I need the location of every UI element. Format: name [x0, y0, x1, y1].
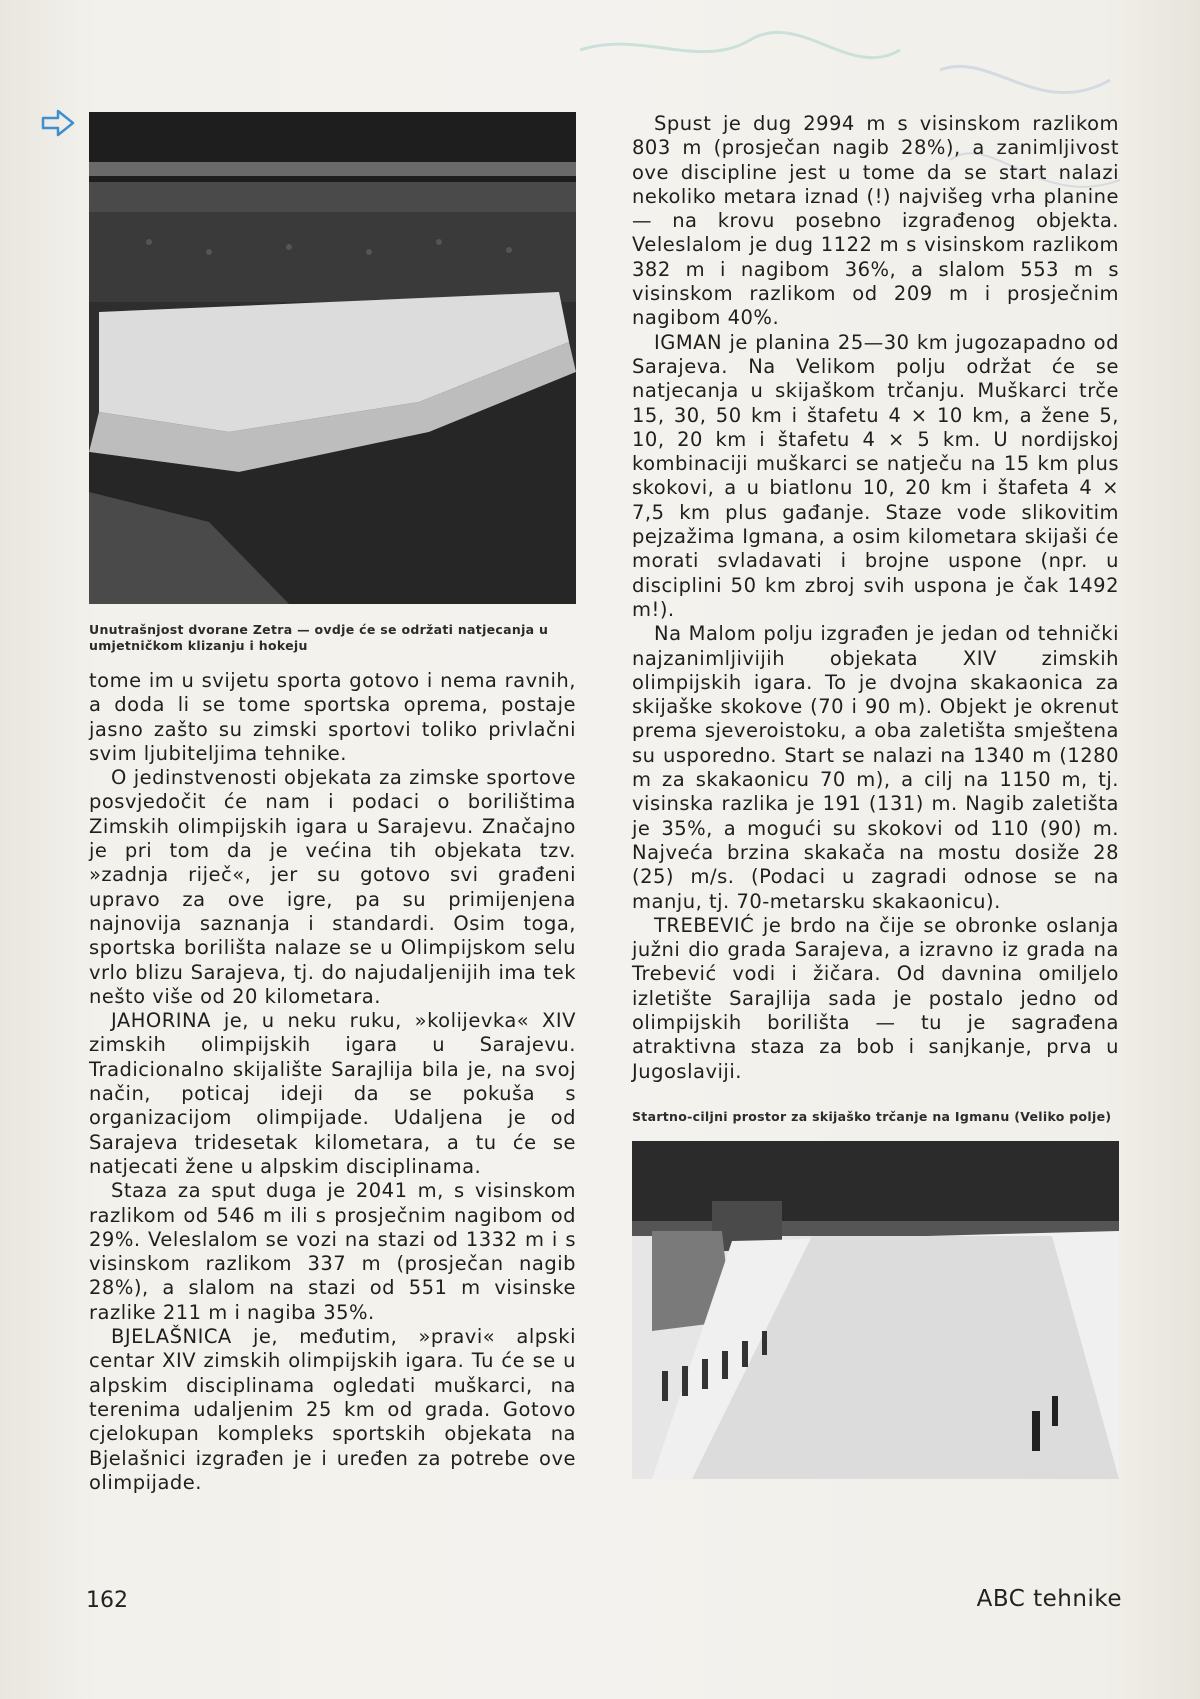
paragraph: O jedinstvenosti objekata za zimske sportove posvjedočit će nam i podaci o borilištima Zimskih olimpijskih igara u Sarajevu. Značajno je pri tom da je većina tih objekata tzv. »zadnja riječ«, jer su gotovo svi građeni upravo za ove igre, pa su primijenjena najnovija saznanja i standardi. Osim toga, sportska borilišta nalaze se u Olimpijskom selu vrlo blizu Sarajeva, tj. do najudaljenijih ima tek nešto više od 20 kilometara. [89, 766, 576, 1008]
paragraph: Na Malom polju izgrađen je jedan od tehnički najzanimljivijih objekata XIV zimskih olimpijskih igara. To je dvojna skakaonica za skijaške skokove (70 i 90 m). Objekt je okrenut prema sjeveroistoku, a oba zaletišta smještena su usporedno. Start se nalazi na 1340 m (1280 m za skakaonicu 70 m), a cilj na 1150 m, tj. visinska razlika je 191 (131) m. Nagib zaletišta je 35%, a mogući su skokovi od 110 (90) m. Najveća brzina skakača na mostu dosiže 28 (25) m/s. (Podaci u zagradi odnose se na manju, tj. 70-metarsku skakaonicu). [632, 622, 1119, 913]
page-number: 162 [86, 1588, 128, 1613]
right-column [632, 112, 1119, 1479]
paragraph: tome im u svijetu sporta gotovo i nema ravnih, a doda li se tome sportska oprema, postaje jasno zašto su zimski sportovi toliko privlačni svim ljubiteljima tehnike. [89, 669, 576, 765]
photo-igman-ski-track [632, 1141, 1119, 1479]
paragraph: IGMAN je planina 25—30 km jugozapadno od Sarajeva. Na Velikom polju održat će se natjecanja u skijaškom trčanju. Muškarci trče 15, 30, 50 km i štafetu 4 × 10 km, a žene 5, 10, 20 km i štafetu 4 × 5 km. U nordijskoj kombinaciji muškarci se natječu na 15 km plus skokovi, a u biatlonu 10, 20 km i štafeta 4 × 7,5 km plus gađanje. Staze vode slikovitim pejzažima Igmana, a osim kilometara skijaši će morati svladavati i brojne uspone (npr. u disciplini 50 km zbroj svih uspona je čak 1492 m!). [632, 330, 1119, 621]
paragraph: Spust je dug 2994 m s visinskom razlikom 803 m (prosječan nagib 28%), a zanimljivost ove discipline jest u tome da se start nalazi nekoliko metara iznad (!) najvišeg vrha planine — na krovu posebno izgrađenog objekta. Veleslalom je dug 1122 m s visinskom razlikom 382 m i nagibom 36%, a slalom 553 m s visinskom razlikom od 209 m i prosječnim nagibom 40%. [632, 112, 1119, 330]
photo-zetra-hall [89, 112, 576, 604]
photo-caption-right: Startno-ciljni prostor za skijaško trčanje na Igmanu (Veliko polje) [632, 1108, 1112, 1124]
paragraph: TREBEVIĆ je brdo na čije se obronke oslanja južni dio grada Sarajeva, a izravno iz grada na Trebević vodi i žičara. Od davnina omiljelo izletište Sarajlija sada je postalo jedno od olimpijskih borilišta — tu je sagrađena atraktivna staza za bob i sanjkanje, prva u Jugoslaviji. [632, 913, 1119, 1083]
left-column [89, 112, 576, 1495]
arrow-right-icon [40, 108, 76, 138]
publication-name: ABC tehnike [976, 1586, 1122, 1612]
photo-caption-left: Unutrašnjost dvorane Zetra — ovdje će se održati natjecanja u umjetničkom klizanju i hokeju [89, 622, 549, 653]
right-column-text [632, 112, 1119, 1084]
paragraph: Staza za sput duga je 2041 m, s visinskom razlikom od 546 m ili s prosječnim nagibom od 29%. Veleslalom se vozi na stazi od 1332 m i s visinskom razlikom 337 m (prosječan nagib 28%), a slalom na stazi od 551 m visinske razlike 211 m i nagiba 35%. [89, 1179, 576, 1324]
paragraph: BJELAŠNICA je, međutim, »pravi« alpski centar XIV zimskih olimpijskih igara. Tu će se u alpskim disciplinama ogledati muškarci, na terenima udaljenim 25 km od grada. Gotovo cjelokupan kompleks sportskih objekata na Bjelašnici izgrađen je i uređen za potrebe ove olimpijade. [89, 1325, 576, 1494]
left-column-text [89, 669, 576, 1495]
paragraph: JAHORINA je, u neku ruku, »kolijevka« XIV zimskih olimpijskih igara u Sarajevu. Tradicionalno skijalište Sarajlija bila je, na svoj način, poticaj ideji da se pokuša s organizacijom olimpijade. Udaljena je od Sarajeva tridesetak kilometara, a tu će se natjecati žene u alpskim disciplinama. [89, 1009, 576, 1178]
